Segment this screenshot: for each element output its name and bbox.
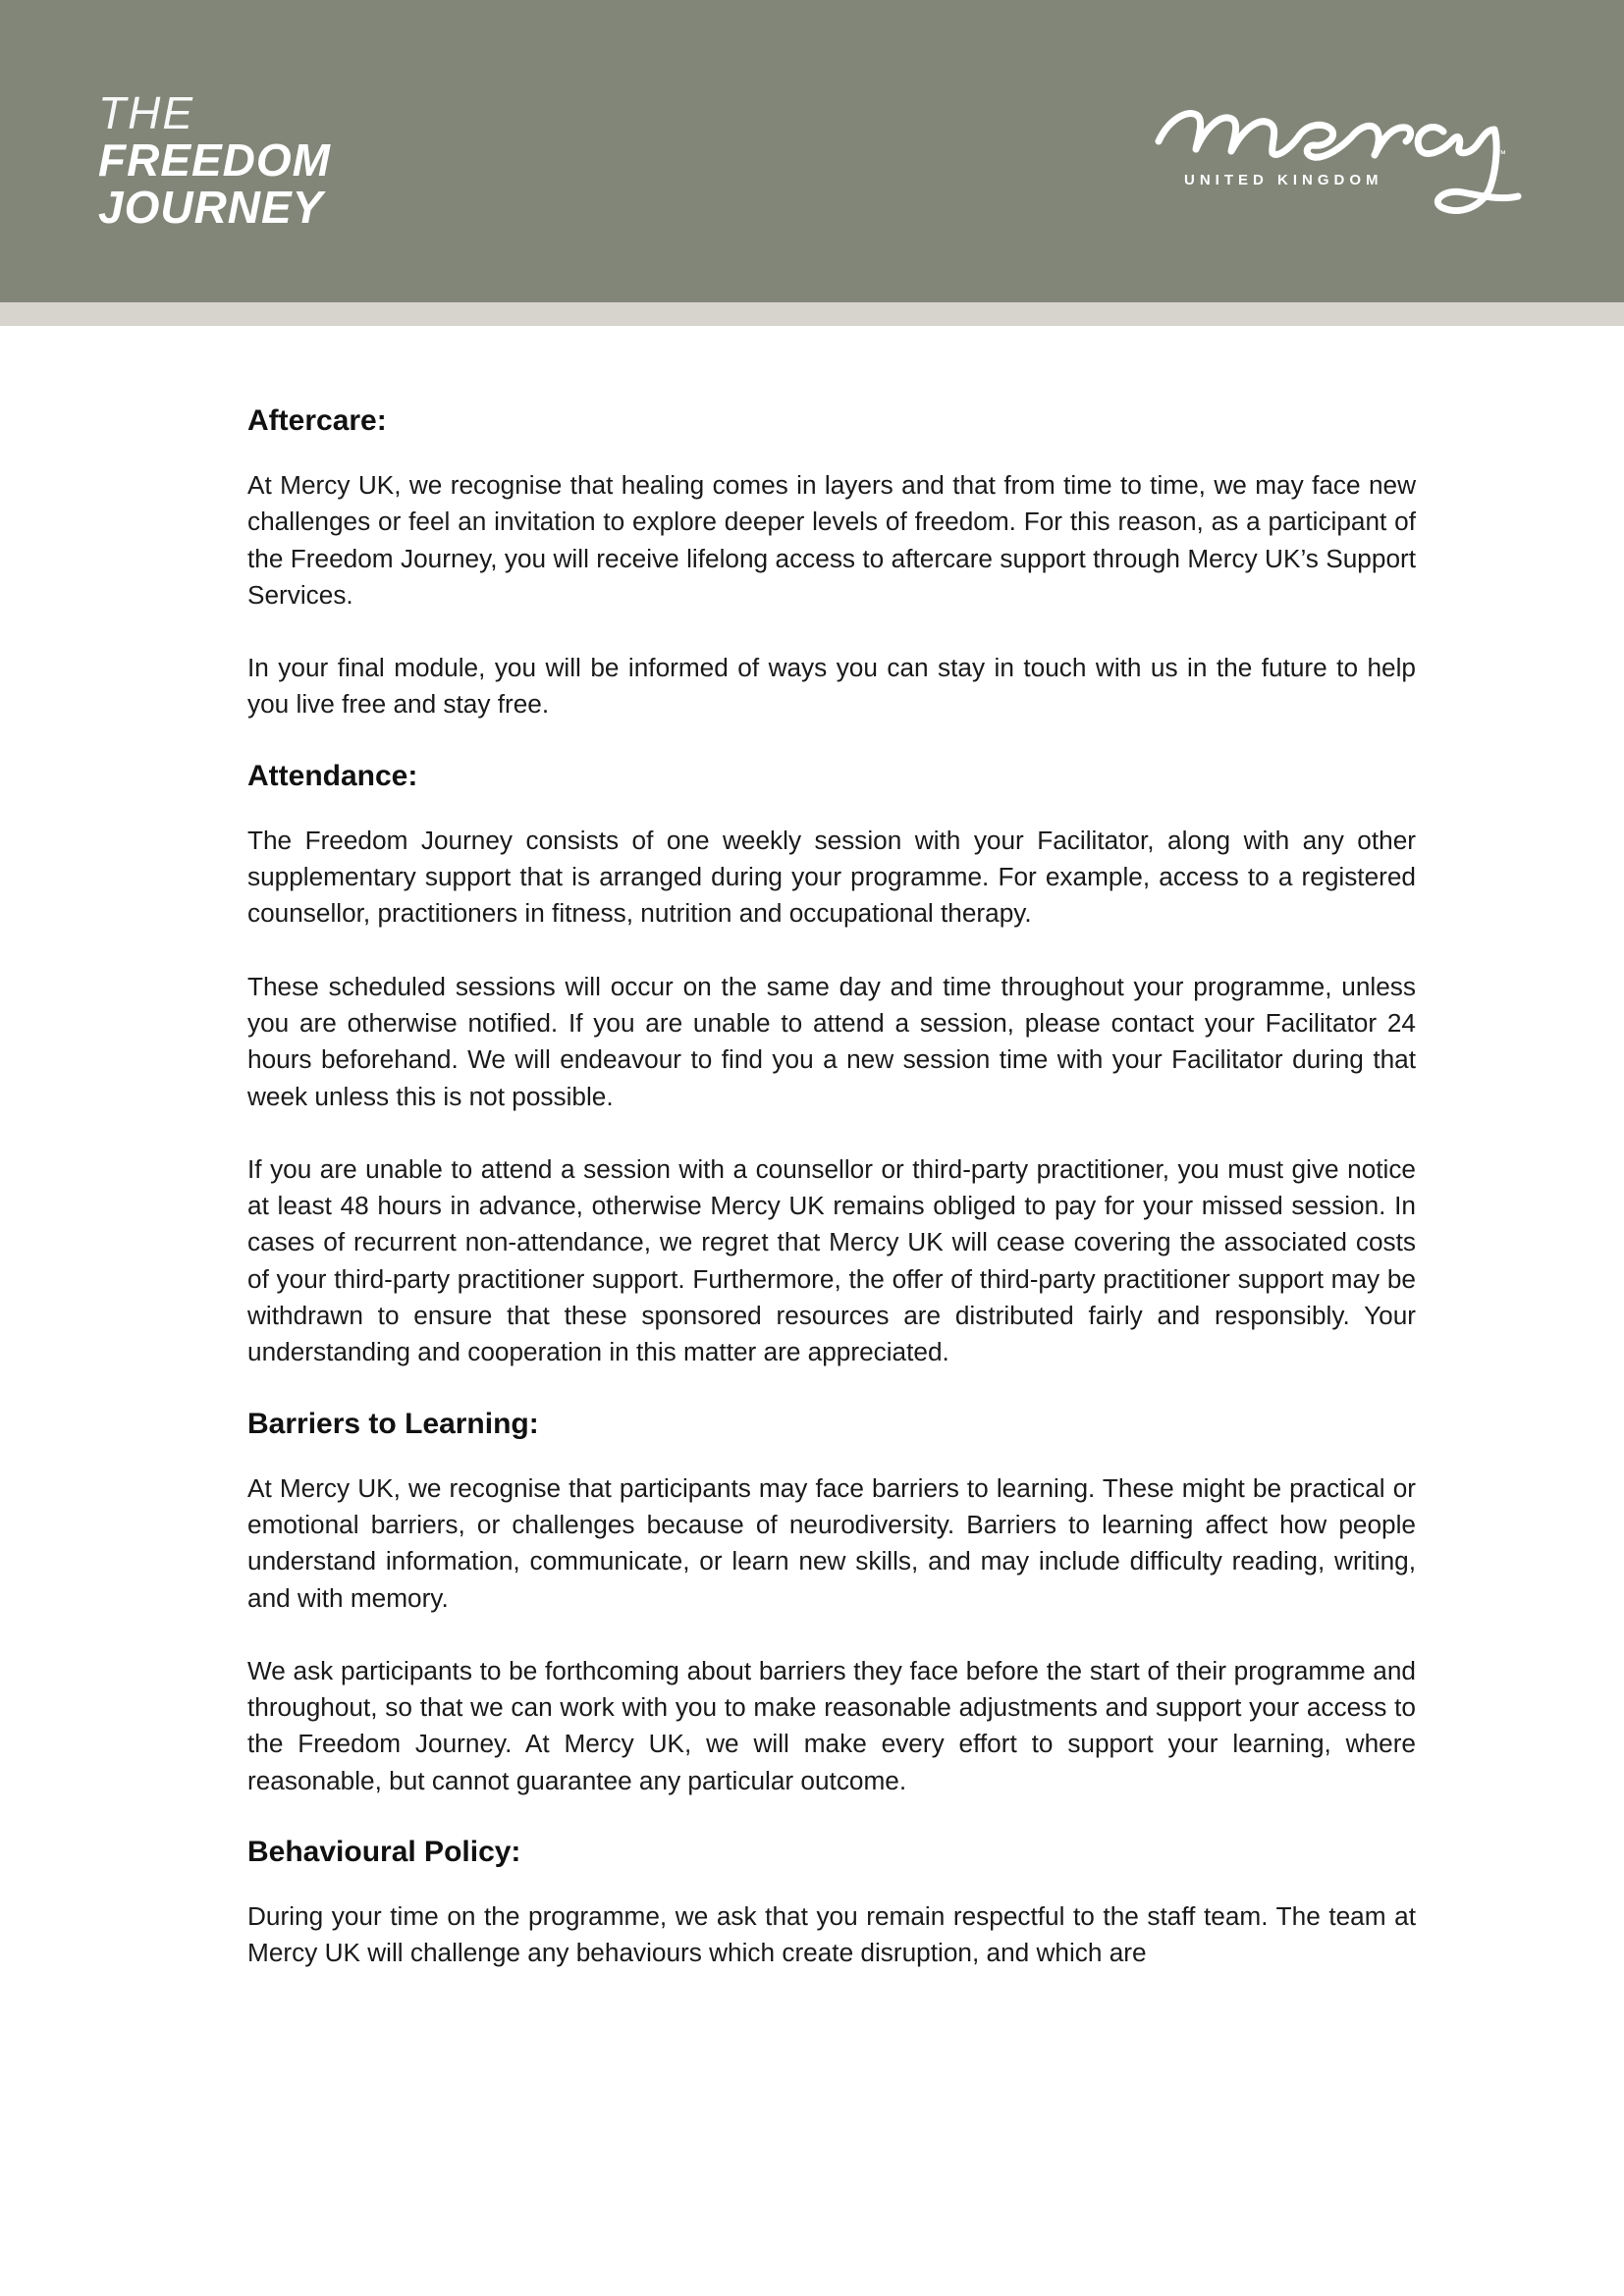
- paragraph: If you are unable to attend a session with a counsellor or third-party practitioner, you must give notice at least 48 hours in advance, otherwise Mercy UK remains obliged to pay for your missed session. In cases of recurrent non-attendance, we regret that Mercy UK will cease covering the associated costs of your third-party practitioner support. Furthermore, the offer of third-party practitioner support may be withdrawn to ensure that these sponsored resources are distributed fairly and responsibly. Your understanding and cooperation in this matter are appreciated.: [247, 1153, 1416, 1367]
- section-heading: Barriers to Learning:: [247, 1407, 539, 1440]
- section-attendance: [247, 760, 1416, 1371]
- paragraph: At Mercy UK, we recognise that participants may face barriers to learning. These might be practical or emotional barriers, or challenges because of neurodiversity. Barriers to learning affect how people understand information, communicate, or learn new skills, and may include difficulty reading, writing, and with memory.: [247, 1472, 1416, 1613]
- freedom-journey-logo: [98, 87, 331, 233]
- section-aftercare: [247, 404, 1416, 723]
- header-band: [0, 0, 1624, 302]
- paragraph: We ask participants to be forthcoming about barriers they face before the start of their programme and throughout, so that we can work with you to make reasonable adjustments and support your access to the Freedom Journey. At Mercy UK, we will make every effort to support your learning, where reasonable, but cannot guarantee any particular outcome.: [247, 1655, 1416, 1795]
- logo-line-journey: JOURNEY: [98, 182, 324, 233]
- logo-line-freedom: FREEDOM: [98, 134, 331, 186]
- paragraph: These scheduled sessions will occur on the same day and time throughout your programme, unless you are otherwise notified. If you are unable to attend a session, please contact your Facilitator 24 hours beforehand. We will endeavour to find you a new session time with your Facilitator during that week unless this is not possible.: [247, 971, 1416, 1111]
- paragraph: The Freedom Journey consists of one weekly session with your Facilitator, along with any other supplementary support that is arranged during your programme. For example, access to a registered counsellor, practitioners in fitness, nutrition and occupational therapy.: [247, 825, 1416, 929]
- logo-tagline: UNITED KINGDOM: [1184, 172, 1383, 188]
- section-behavioural-policy: [247, 1836, 1416, 1972]
- logo-line-the: THE: [98, 87, 194, 138]
- paragraph: In your final module, you will be informed of ways you can stay in touch with us in the future to help you live free and stay free.: [247, 653, 1416, 720]
- logo-tm: ™: [1496, 149, 1506, 160]
- header-stripe: [0, 302, 1624, 326]
- document-body: [247, 404, 1416, 2008]
- section-barriers-to-learning: [247, 1408, 1416, 1799]
- section-heading: Behavioural Policy:: [247, 1836, 521, 1869]
- section-heading: Attendance:: [247, 759, 418, 792]
- paragraph: During your time on the programme, we ask that you remain respectful to the staff team. The team at Mercy UK will challenge any behaviours which create disruption, and which are: [247, 1901, 1416, 1968]
- section-heading: Aftercare:: [247, 404, 387, 437]
- paragraph: At Mercy UK, we recognise that healing comes in layers and that from time to time, we may face new challenges or feel an invitation to explore deeper levels of freedom. For this reason, as a participant of the Freedom Journey, you will receive lifelong access to aftercare support through Mercy UK’s Support Services.: [247, 470, 1416, 610]
- mercy-uk-logo: [1149, 90, 1542, 238]
